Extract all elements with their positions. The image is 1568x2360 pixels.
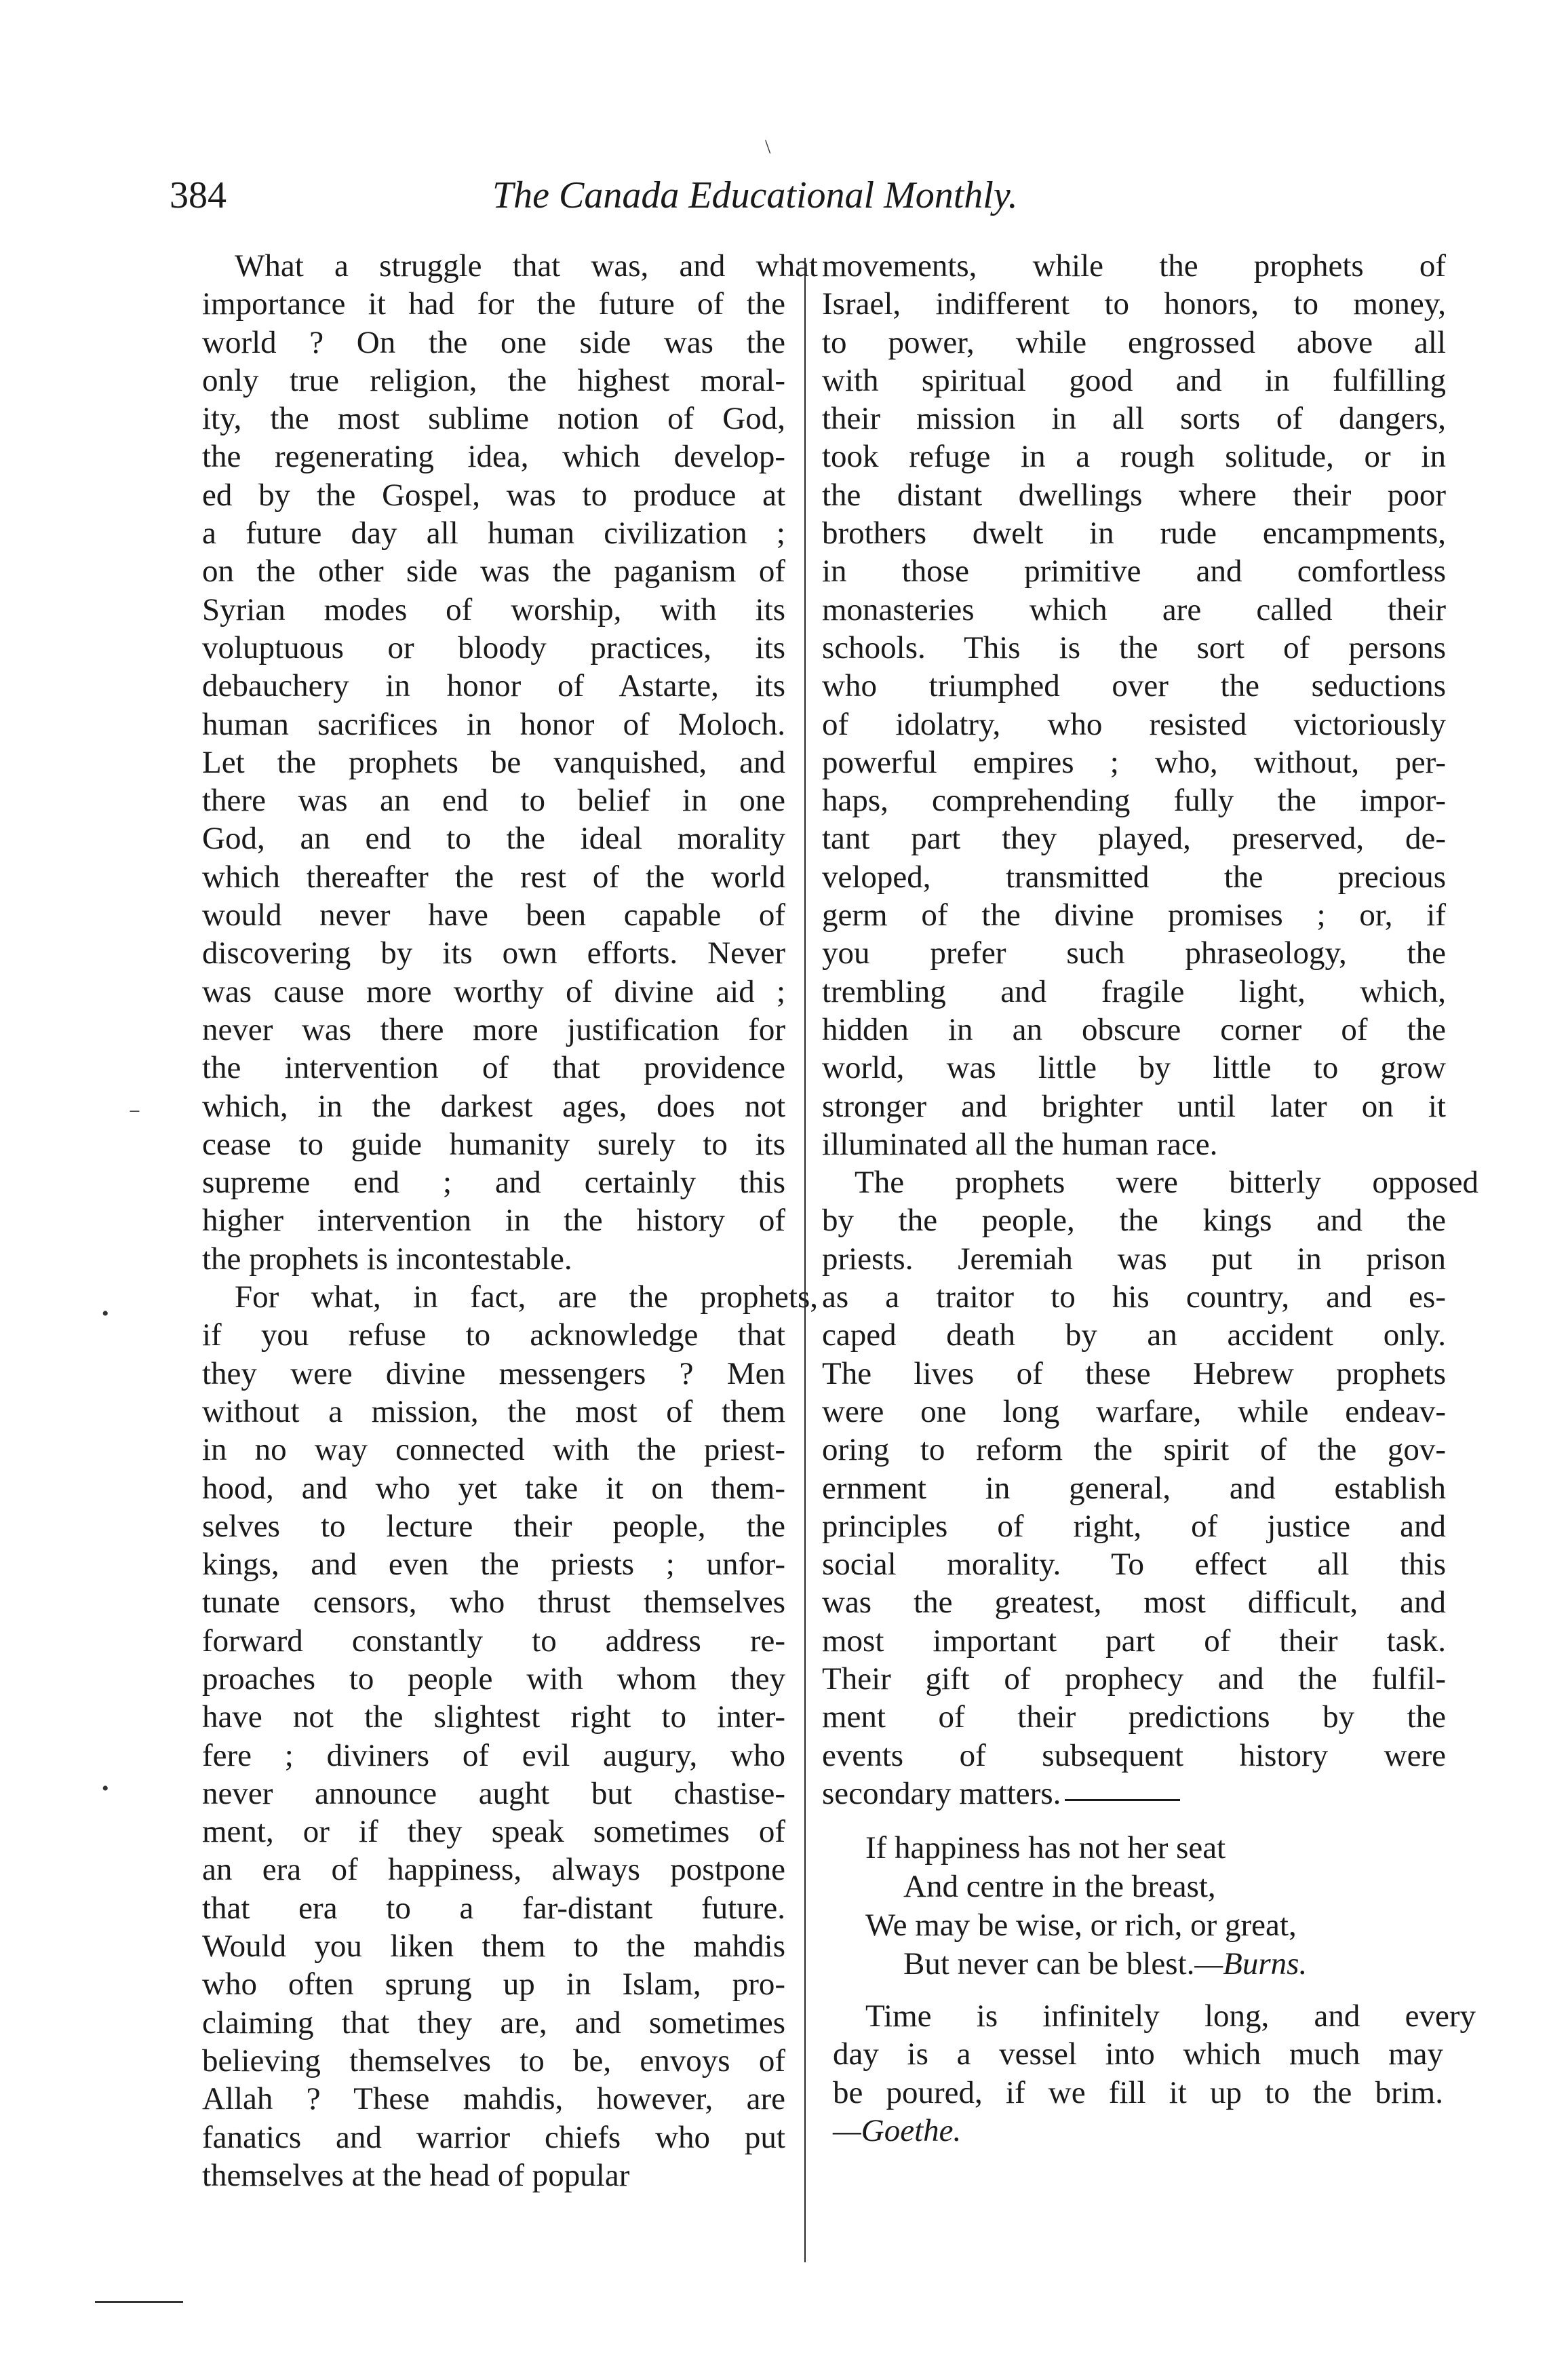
text-line: For what, in fact, are the prophets,: [235, 1279, 818, 1315]
text-line: The lives of these Hebrew prophets: [822, 1355, 1446, 1391]
quote-block: [833, 1997, 1476, 2150]
text-line: caped death by an accident only.: [822, 1317, 1446, 1353]
text-line: which thereafter the rest of the world: [202, 859, 785, 895]
text-line: hood, and who yet take it on them-: [202, 1470, 785, 1506]
text-line: world, was little by little to grow: [822, 1050, 1446, 1086]
text-line: the regenerating idea, which develop-: [202, 439, 785, 475]
text-line: was the greatest, most difficult, and: [822, 1585, 1446, 1621]
text-line: on the other side was the paganism of: [202, 554, 785, 589]
quote-attribution-text: —Goethe.: [833, 2112, 962, 2148]
text-line: The prophets were bitterly opposed: [855, 1165, 1478, 1201]
text-line: ed by the Gospel, was to produce at: [202, 477, 785, 513]
text-line: if you refuse to acknowledge that: [202, 1317, 785, 1353]
text-line: an era of happiness, always postpone: [202, 1852, 785, 1888]
text-line: selves to lecture their people, the: [202, 1508, 785, 1544]
margin-mark: −: [129, 1100, 140, 1123]
text-line: in those primitive and comfortless: [822, 554, 1446, 589]
text-line: Israel, indifferent to honors, to money,: [822, 286, 1446, 322]
text-line: fere ; diviners of evil augury, who: [202, 1737, 785, 1773]
quote-attribution: [833, 2112, 1443, 2150]
text-line: illuminated all the human race.: [822, 1126, 1218, 1162]
text-line: ment, or if they speak sometimes of: [202, 1814, 785, 1850]
text-line: was cause more worthy of divine aid ;: [202, 973, 785, 1009]
text-line: in no way connected with the priest-: [202, 1432, 785, 1468]
text-line: you prefer such phraseology, the: [822, 935, 1446, 971]
text-line: never was there more justification for: [202, 1011, 785, 1047]
text-line: Would you liken them to the mahdis: [202, 1929, 785, 1965]
right-column: [822, 247, 1478, 1813]
poem-line-text: But never can be blest.: [903, 1946, 1195, 1981]
text-line: monasteries which are called their: [822, 592, 1446, 627]
running-title: The Canada Educational Monthly.: [492, 174, 1018, 216]
text-line: only true religion, the highest moral-: [202, 362, 785, 398]
margin-mark: •: [102, 1302, 109, 1325]
quote-line: day is a vessel into which much may: [833, 2036, 1443, 2072]
text-line: claiming that they are, and sometimes: [202, 2005, 785, 2040]
left-column: [202, 247, 818, 2194]
text-line: discovering by its own efforts. Never: [202, 935, 785, 971]
text-line: God, an end to the ideal morality: [202, 821, 785, 857]
text-line: What a struggle that was, and what: [235, 248, 818, 284]
text-line: most important part of their task.: [822, 1623, 1446, 1659]
text-line: the intervention of that providence: [202, 1050, 785, 1086]
text-line: movements, while the prophets of: [822, 248, 1446, 284]
text-line: themselves at the head of popular: [202, 2157, 630, 2193]
text-line: which, in the darkest ages, does not: [202, 1088, 785, 1124]
text-line: human sacrifices in honor of Moloch.: [202, 706, 785, 742]
poem-line: [865, 1945, 1307, 1984]
text-line: there was an end to belief in one: [202, 783, 785, 819]
poem-attribution: —Burns.: [1194, 1946, 1308, 1981]
poem-line: And centre in the breast,: [903, 1869, 1216, 1904]
text-line: their mission in all sorts of dangers,: [822, 401, 1446, 437]
text-line: without a mission, the most of them: [202, 1393, 785, 1429]
text-line: Let the prophets be vanquished, and: [202, 744, 785, 780]
poem-block: [865, 1829, 1307, 1984]
text-line: to power, while engrossed above all: [822, 324, 1446, 360]
text-line: would never have been capable of: [202, 897, 785, 933]
column-divider: [804, 258, 806, 2262]
text-line: Syrian modes of worship, with its: [202, 592, 785, 627]
text-line: they were divine messengers ? Men: [202, 1355, 785, 1391]
text-line: hidden in an obscure corner of the: [822, 1011, 1446, 1047]
text-line: Their gift of prophecy and the fulfil-: [822, 1661, 1446, 1697]
text-line: brothers dwelt in rude encampments,: [822, 516, 1446, 552]
section-divider: [1065, 1799, 1180, 1801]
text-line: haps, comprehending fully the impor-: [822, 783, 1446, 819]
text-line: debauchery in honor of Astarte, its: [202, 668, 785, 704]
text-line: never announce aught but chastise-: [202, 1775, 785, 1811]
text-line: principles of right, of justice and: [822, 1508, 1446, 1544]
text-line: who often sprung up in Islam, pro-: [202, 1967, 785, 2003]
margin-mark: •: [102, 1777, 109, 1800]
text-line: of idolatry, who resisted victoriously: [822, 706, 1446, 742]
text-line: ment of their predictions by the: [822, 1699, 1446, 1735]
text-line: ernment in general, and establish: [822, 1470, 1446, 1506]
text-line: cease to guide humanity surely to its: [202, 1126, 785, 1162]
text-line: veloped, transmitted the precious: [822, 859, 1446, 895]
margin-mark: \: [765, 136, 771, 158]
text-line: were one long warfare, while endeav-: [822, 1393, 1446, 1429]
text-line: kings, and even the priests ; unfor-: [202, 1547, 785, 1583]
text-line: by the people, the kings and the: [822, 1203, 1446, 1239]
text-line: tant part they played, preserved, de-: [822, 821, 1446, 857]
text-line: tunate censors, who thrust themselves: [202, 1585, 785, 1621]
text-line: as a traitor to his country, and es-: [822, 1279, 1446, 1315]
text-line: fanatics and warrior chiefs who put: [202, 2119, 785, 2155]
text-line: oring to reform the spirit of the gov-: [822, 1432, 1446, 1468]
text-line: germ of the divine promises ; or, if: [822, 897, 1446, 933]
text-line: trembling and fragile light, which,: [822, 973, 1446, 1009]
text-line: took refuge in a rough solitude, or in: [822, 439, 1446, 475]
text-line: world ? On the one side was the: [202, 324, 785, 360]
quote-line: Time is infinitely long, and every: [865, 1998, 1476, 2034]
text-line: ity, the most sublime notion of God,: [202, 401, 785, 437]
text-line: Allah ? These mahdis, however, are: [202, 2081, 785, 2117]
text-line: voluptuous or bloody practices, its: [202, 630, 785, 665]
poem-line: We may be wise, or rich, or great,: [865, 1908, 1297, 1943]
text-line: that era to a far-distant future.: [202, 1890, 785, 1926]
text-line: the prophets is incontestable.: [202, 1241, 572, 1277]
page-number: 384: [170, 174, 227, 216]
text-line: with spiritual good and in fulfilling: [822, 362, 1446, 398]
text-line: events of subsequent history were: [822, 1737, 1446, 1773]
text-line: the distant dwellings where their poor: [822, 477, 1446, 513]
text-line: stronger and brighter until later on it: [822, 1088, 1446, 1124]
poem-line: If happiness has not her seat: [865, 1830, 1226, 1865]
page-header: [170, 168, 1119, 223]
text-line: proaches to people with whom they: [202, 1661, 785, 1697]
text-line: forward constantly to address re-: [202, 1623, 785, 1659]
text-line: have not the slightest right to inter-: [202, 1699, 785, 1735]
text-line: believing themselves to be, envoys of: [202, 2043, 785, 2078]
text-line: who triumphed over the seductions: [822, 668, 1446, 704]
text-line: priests. Jeremiah was put in prison: [822, 1241, 1446, 1277]
text-line: powerful empires ; who, without, per-: [822, 744, 1446, 780]
text-line: social morality. To effect all this: [822, 1547, 1446, 1583]
text-line: importance it had for the future of the: [202, 286, 785, 322]
text-line: higher intervention in the history of: [202, 1203, 785, 1239]
quote-line: be poured, if we fill it up to the brim.: [833, 2074, 1443, 2110]
bottom-rule: [95, 2301, 183, 2303]
text-line: schools. This is the sort of persons: [822, 630, 1446, 665]
text-line: supreme end ; and certainly this: [202, 1165, 785, 1201]
text-line: secondary matters.: [822, 1775, 1061, 1811]
text-line: a future day all human civilization ;: [202, 516, 785, 552]
